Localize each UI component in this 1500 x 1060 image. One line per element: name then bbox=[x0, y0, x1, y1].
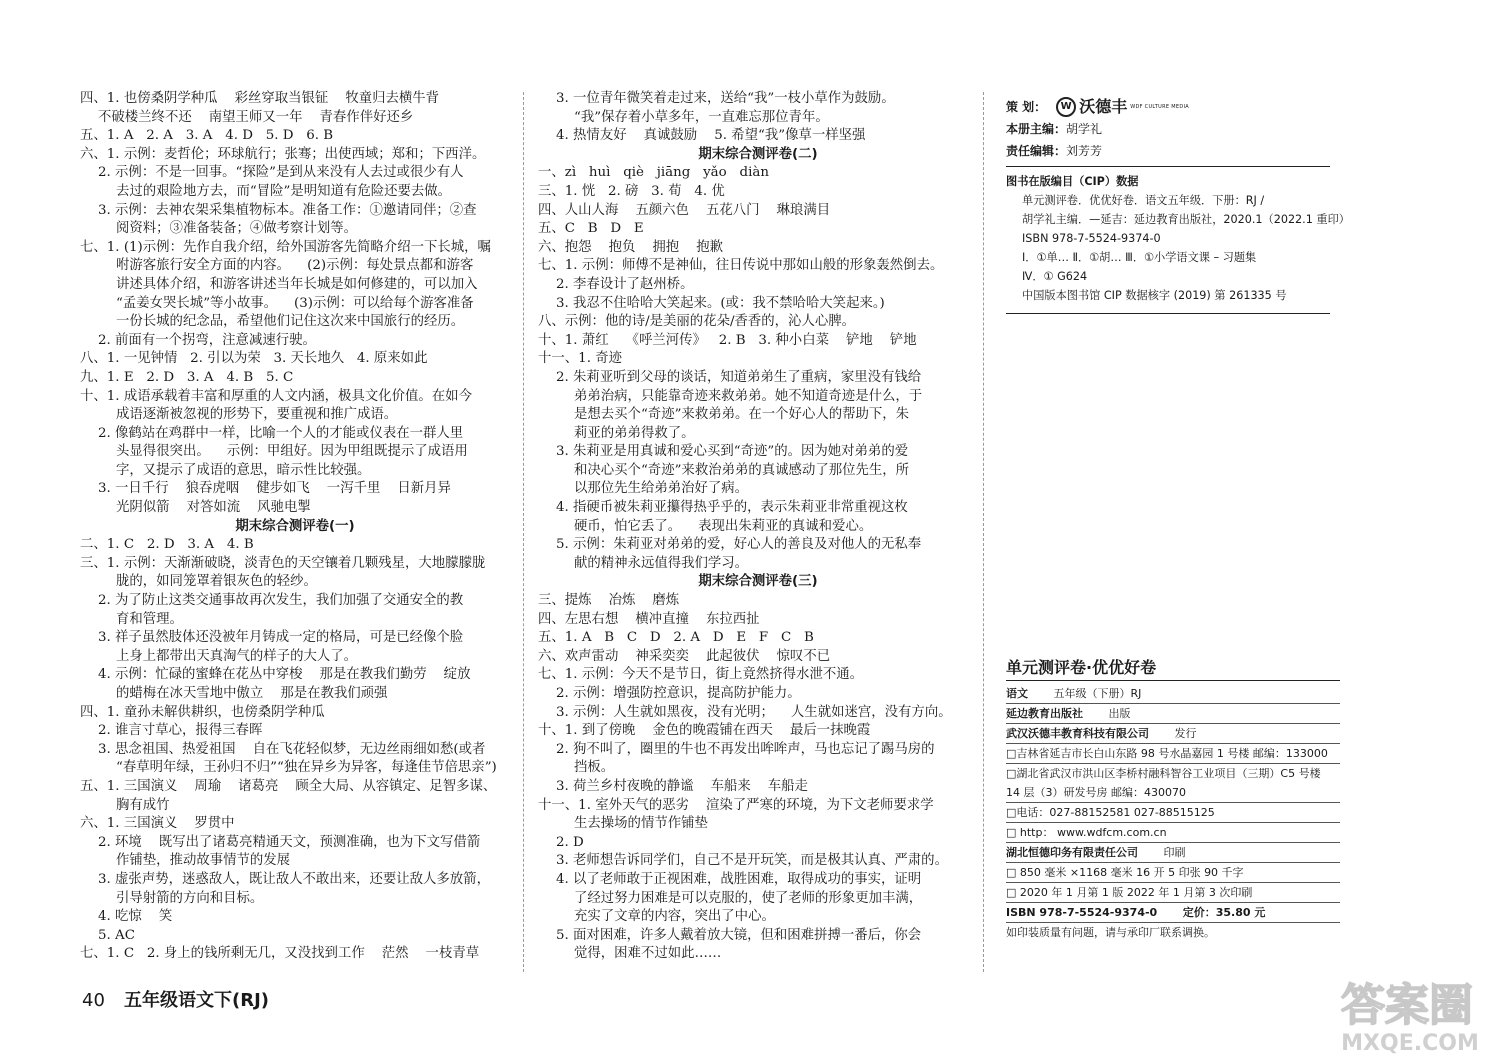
cip-line: 中国版本图书馆 CIP 数据核字 (2019) 第 261335 号 bbox=[1022, 289, 1287, 302]
answer-line: 四、人山人海 五颜六色 五花八门 琳琅满目 bbox=[538, 202, 831, 218]
watermark-url: MXQE.COM bbox=[1341, 1031, 1479, 1056]
answer-column-left bbox=[80, 90, 510, 964]
answer-line: 三、提炼 冶炼 磨炼 bbox=[538, 593, 680, 609]
answer-line: 硬币，怕它丢了。 表现出朱莉亚的真诚和爱心。 bbox=[574, 518, 873, 534]
answer-line: 头显得很突出。 示例：甲组好。因为甲组既提示了成语用 bbox=[116, 444, 468, 460]
answer-line: 2. 像鹤站在鸡群中一样，比喻一个人的才能或仪表在一群人里 bbox=[98, 425, 464, 441]
printer: 湖北恒德印务有限责任公司 bbox=[1006, 846, 1138, 859]
cip-line: Ⅳ．① G624 bbox=[1022, 270, 1088, 283]
subject: 语文 bbox=[1006, 687, 1028, 700]
notice: 如印装质量有问题，请与承印厂联系调换。 bbox=[1006, 926, 1215, 939]
answer-line: 作铺垫，推动故事情节的发展 bbox=[116, 853, 291, 869]
book-footer-title: 五年级语文下(RJ) bbox=[124, 990, 270, 1011]
answer-line: 一、zì huì qiè jiāng yǎo diàn bbox=[538, 165, 769, 181]
answer-line: 十、1. 萧红 《呼兰河传》 2. B 3. 种小白菜 铲地 铲地 bbox=[538, 332, 917, 348]
watermark-text: 答案圈 bbox=[1341, 980, 1473, 1031]
answer-line: 阅资料；③准备装备；④做考察计划等。 bbox=[116, 221, 358, 237]
answer-line: 二、1. C 2. D 3. A 4. B bbox=[80, 537, 254, 553]
cip-line: 单元测评卷．优优好卷．语文五年级．下册：RJ / bbox=[1022, 194, 1265, 207]
cip-line: Ⅰ．①单… Ⅱ．①胡… Ⅲ．①小学语文课 – 习题集 bbox=[1022, 251, 1257, 264]
answer-line: 充实了文章的内容，突出了中心。 bbox=[574, 909, 775, 925]
resp-editor-name: 刘芳芳 bbox=[1066, 144, 1103, 158]
cip-title: 图书在版编目（CIP）数据 bbox=[1006, 175, 1139, 188]
answer-line: 光阴似箭 对答如流 风驰电掣 bbox=[116, 500, 311, 516]
colophon-block bbox=[1006, 656, 1340, 942]
answer-line: 六、1. 示例：麦哲伦；环球航行；张骞；出使西域；郑和；下西洋。 bbox=[80, 146, 486, 162]
answer-line: 五、1. 三国演义 周瑜 诸葛亮 顾全大局、从容镇定、足智多谋、 bbox=[80, 778, 497, 794]
answer-line: 四、1. 也傍桑阴学种瓜 彩丝穿取当银钲 牧童归去横牛背 bbox=[80, 91, 440, 106]
answer-line: 3. 祥子虽然肢体还没被年月铸成一定的格局，可是已经像个脸 bbox=[98, 630, 464, 646]
answer-line: 育和管理。 bbox=[116, 611, 183, 627]
page-number: 40 bbox=[82, 990, 105, 1011]
answer-column-middle bbox=[538, 90, 978, 964]
answer-line: 六、1. 三国演义 罗贯中 bbox=[80, 816, 235, 832]
cip-data-block bbox=[1006, 166, 1350, 314]
answer-line: 2. 示例：增强防控意识，提高防护能力。 bbox=[556, 686, 801, 701]
answer-line: 莉亚的弟弟得救了。 bbox=[574, 425, 695, 441]
cip-line: 胡学礼主编．—延吉：延边教育出版社，2020.1（2022.1 重印） bbox=[1022, 213, 1350, 226]
answer-line: 3. 虚张声势，迷惑敌人，既让敌人不敢出来，还要让敌人多放箭， bbox=[98, 871, 490, 887]
answer-line: 四、左思右想 横冲直撞 东拉西扯 bbox=[538, 611, 760, 627]
answer-line: 八、示例：他的诗/是美丽的花朵/香香的，沁人心脾。 bbox=[538, 314, 856, 330]
answer-line: 3. 朱莉亚是用真诚和爱心买到“奇迹”的。因为她对弟弟的爱 bbox=[556, 444, 909, 460]
answer-line: 2. D bbox=[556, 834, 584, 850]
answer-line: 3. 老师想告诉同学们，自己不是开玩笑，而是极其认真、严肃的。 bbox=[556, 853, 948, 869]
distributor: 武汉沃德丰教育科技有限公司 bbox=[1006, 727, 1149, 740]
answer-line: 去过的艰险地方去，而“冒险”是明知道有危险还要去做。 bbox=[116, 183, 452, 199]
resp-editor-label: 责任编辑： bbox=[1006, 144, 1067, 158]
answer-line: 成语逐渐被忽视的形势下，要重视和推广成语。 bbox=[116, 407, 398, 423]
answer-line: 生去操场的情节作铺垫 bbox=[574, 816, 708, 832]
answer-line: 弟弟治病，只能靠奇迹来救弟弟。她不知道奇迹是什么，于 bbox=[574, 388, 923, 404]
section-heading: 期末综合测评卷(三) bbox=[698, 574, 818, 590]
column-divider bbox=[523, 92, 524, 972]
answer-line: 4. 指硬币被朱莉亚攥得热乎乎的，表示朱莉亚非常重视这枚 bbox=[556, 500, 908, 516]
answer-line: 十一、1. 奇迹 bbox=[538, 351, 622, 367]
answer-line: 了经过努力困难是可以克服的，使了老师的形象更加丰满， bbox=[574, 890, 923, 906]
logo-sub: WDF CULTURE MEDIA bbox=[1130, 104, 1189, 110]
answer-line: 五、1. A B C D 2. A D E F C B bbox=[538, 630, 814, 646]
answer-line: 3. 荷兰乡村夜晚的静谧 车船来 车船走 bbox=[556, 778, 808, 794]
answer-line: 七、1. (1)示例：先作自我介绍，给外国游客先简略介绍一下长城，嘱 bbox=[80, 239, 491, 255]
answer-line: 讲述具体介绍，和游客讲述当年长城是如何修建的，可以加入 bbox=[116, 276, 478, 292]
answer-line: 5. 示例：朱莉亚对弟弟的爱，好心人的善良及对他人的无私奉 bbox=[556, 537, 922, 553]
answer-line: “我”保存着小草多年，一直难忘那位青年。 bbox=[574, 109, 829, 125]
answer-line: 2. 朱莉亚听到父母的谈话，知道弟弟生了重病，家里没有钱给 bbox=[556, 369, 922, 385]
phone: □电话：027-88152581 027-88515125 bbox=[1006, 803, 1340, 823]
answer-line: 十一、1. 室外天气的恶劣 渲染了严寒的环境，为下文老师要求学 bbox=[538, 797, 934, 813]
answer-line: 不破楼兰终不还 南望王师又一年 青春作伴好还乡 bbox=[98, 109, 414, 125]
logo-mark-icon: W bbox=[1056, 97, 1076, 117]
column-divider bbox=[983, 92, 984, 972]
answer-line: 是想去买个“奇迹”来救弟弟。在一个好心人的帮助下，朱 bbox=[574, 407, 910, 423]
answer-line: 和决心买个“奇迹”来救治弟弟的真诚感动了那位先生，所 bbox=[574, 462, 910, 478]
answer-line: 2. 前面有一个拐弯，注意减速行驶。 bbox=[98, 332, 316, 348]
answer-line: 字，又提示了成语的意思，暗示性比较强。 bbox=[116, 462, 371, 478]
answer-line: 3. 我忍不住哈哈大笑起来。(或：我不禁哈哈大笑起来。) bbox=[556, 295, 885, 311]
price: 定价：35.80 元 bbox=[1182, 906, 1266, 919]
address-2: □湖北省武汉市洪山区李桥村融科智谷工业项目（三期）C5 号楼 bbox=[1006, 767, 1321, 780]
answer-line: 一份长城的纪念品，希望他们记住这次来中国旅行的经历。 bbox=[116, 314, 465, 330]
answer-line: 八、1. 一见钟情 2. 引以为荣 3. 天长地久 4. 原来如此 bbox=[80, 351, 428, 367]
editor-name: 胡学礼 bbox=[1066, 122, 1103, 136]
answer-line: 四、1. 童孙未解供耕织，也傍桑阴学种瓜 bbox=[80, 704, 325, 720]
answer-line: 五、C B D E bbox=[538, 221, 644, 237]
answer-line: 胸有成竹 bbox=[116, 797, 170, 813]
answer-line: 2. 狗不叫了，圈里的牛也不再发出哞哞声，马也忘记了踢马房的 bbox=[556, 741, 935, 757]
section-heading: 期末综合测评卷(一) bbox=[235, 518, 355, 534]
answer-line: 挡板。 bbox=[574, 760, 615, 776]
answer-line: 4. 以了老师敢于正视困难，战胜困难，取得成功的事实，证明 bbox=[556, 871, 922, 887]
planner-label: 策 划： bbox=[1006, 100, 1047, 114]
answer-line: 七、1. C 2. 身上的钱所剩无几，又没找到工作 茫然 一枝青草 bbox=[80, 946, 480, 962]
address-3: 14 层（3）研发号房 邮编：430070 bbox=[1006, 783, 1340, 803]
edition: □ 2020 年 1 月第 1 版 2022 年 1 月第 3 次印刷 bbox=[1006, 883, 1340, 903]
answer-line: 3. 一日千行 狼吞虎咽 健步如飞 一泻千里 日新月异 bbox=[98, 481, 451, 497]
answer-line: 3. 示例：人生就如黑夜，没有光明； 人生就如迷宫，没有方向。 bbox=[556, 704, 952, 720]
spec: □ 850 毫米 ×1168 毫米 16 开 5 印张 90 千字 bbox=[1006, 863, 1340, 883]
answer-line: 六、欢声雷动 神采奕奕 此起彼伏 惊叹不已 bbox=[538, 648, 831, 664]
logo-name: 沃德丰 bbox=[1079, 97, 1128, 116]
distribute-label: 发行 bbox=[1174, 727, 1197, 740]
answer-line: 三、1. 示例：天渐渐破晓，淡青色的天空镶着几颗残星，大地朦朦胧 bbox=[80, 555, 486, 571]
answer-line: 献的精神永远值得我们学习。 bbox=[574, 555, 749, 571]
answer-line: “春草明年绿，王孙归不归”“独在异乡为异客，每逢佳节倍思亲”) bbox=[116, 760, 497, 776]
watermark-logo bbox=[1318, 968, 1496, 1056]
answer-line: 2. 李春设计了赵州桥。 bbox=[556, 276, 694, 292]
publisher: 延边教育出版社 bbox=[1006, 707, 1083, 720]
answer-line: 4. 示例：忙碌的蜜蜂在花丛中穿梭 那是在教我们勤劳 绽放 bbox=[98, 667, 471, 683]
answer-line: 2. 示例：不是一回事。“探险”是到从来没有人去过或很少有人 bbox=[98, 165, 464, 181]
answer-line: 咐游客旅行安全方面的内容。 (2)示例：每处景点都和游客 bbox=[116, 258, 474, 274]
cip-line: ISBN 978-7-5524-9374-0 bbox=[1022, 232, 1161, 245]
answer-line: 三、1. 恍 2. 磅 3. 荀 4. 优 bbox=[538, 183, 725, 199]
answer-line: 4. 吃惊 笑 bbox=[98, 909, 173, 925]
answer-line: 上身上都带出天真淘气的样子的大人了。 bbox=[116, 648, 358, 664]
answer-line: 十、1. 到了傍晚 金色的晚霞铺在西天 最后一抹晚霞 bbox=[538, 723, 871, 739]
answer-line: 七、1. 示例：师傅不是神仙，往日传说中那如山般的形象轰然倒去。 bbox=[538, 258, 944, 274]
answer-line: 3. 思念祖国、热爱祖国 自在飞花轻似梦，无边丝雨细如愁(或者 bbox=[98, 741, 486, 757]
answer-line: 4. 热情友好 真诚鼓励 5. 希望“我”像草一样坚强 bbox=[556, 128, 866, 144]
publish-label: 出版 bbox=[1108, 707, 1131, 720]
answer-line: 胧的，如同笼罩着银灰色的轻纱。 bbox=[116, 574, 317, 590]
answer-line: 以那位先生给弟弟治好了病。 bbox=[574, 481, 749, 497]
answer-line: 五、1. A 2. A 3. A 4. D 5. D 6. B bbox=[80, 128, 334, 144]
publisher-logo bbox=[1056, 96, 1189, 118]
answer-line: 七、1. 示例：今天不是节日，街上竟然挤得水泄不通。 bbox=[538, 667, 864, 683]
answer-line: 九、1. E 2. D 3. A 4. B 5. C bbox=[80, 369, 294, 385]
answer-line: 2. 环境 既写出了诸葛亮精通天文，预测准确，也为下文写借箭 bbox=[98, 834, 481, 850]
answer-line: 引导射箭的方向和目标。 bbox=[116, 890, 264, 906]
answer-line: 5. AC bbox=[98, 927, 135, 943]
print-label: 印刷 bbox=[1163, 846, 1186, 859]
answer-line: 3. 一位青年微笑着走过来，送给“我”一枝小草作为鼓励。 bbox=[556, 91, 895, 106]
address-1: □吉林省延吉市长白山东路 98 号水晶嘉园 1 号楼 邮编：133000 bbox=[1006, 744, 1340, 764]
answer-line: 的蜡梅在冰天雪地中傲立 那是在教我们顽强 bbox=[116, 686, 388, 701]
isbn: ISBN 978-7-5524-9374-0 bbox=[1006, 906, 1158, 919]
answer-line: 六、抱怨 抱负 拥抱 抱歉 bbox=[538, 239, 723, 255]
website: □ http： www.wdfcm.com.cn bbox=[1006, 823, 1340, 843]
answer-line: 2. 为了防止这类交通事故再次发生，我们加强了交通安全的教 bbox=[98, 593, 464, 609]
answer-line: 3. 示例：去神农架采集植物标本。准备工作：①邀请同伴；②查 bbox=[98, 202, 477, 218]
answer-line: 觉得，困难不过如此…… bbox=[574, 946, 722, 962]
answer-line: 2. 谁言寸草心，报得三春晖 bbox=[98, 723, 263, 739]
credits-block bbox=[1006, 96, 1346, 162]
section-heading: 期末综合测评卷(二) bbox=[698, 146, 818, 162]
answer-line: “孟姜女哭长城”等小故事。 (3)示例：可以给每个游客准备 bbox=[116, 295, 474, 311]
editor-label: 本册主编： bbox=[1006, 122, 1067, 136]
answer-line: 十、1. 成语承载着丰富和厚重的人文内涵，极具文化价值。在如今 bbox=[80, 388, 472, 404]
answer-line: 5. 面对困难，许多人戴着放大镜，但和困难拼搏一番后，你会 bbox=[556, 927, 922, 943]
page-footer bbox=[82, 986, 269, 1012]
grade: 五年级（下册）RJ bbox=[1053, 687, 1142, 700]
book-title: 单元测评卷·优优好卷 bbox=[1006, 656, 1340, 681]
